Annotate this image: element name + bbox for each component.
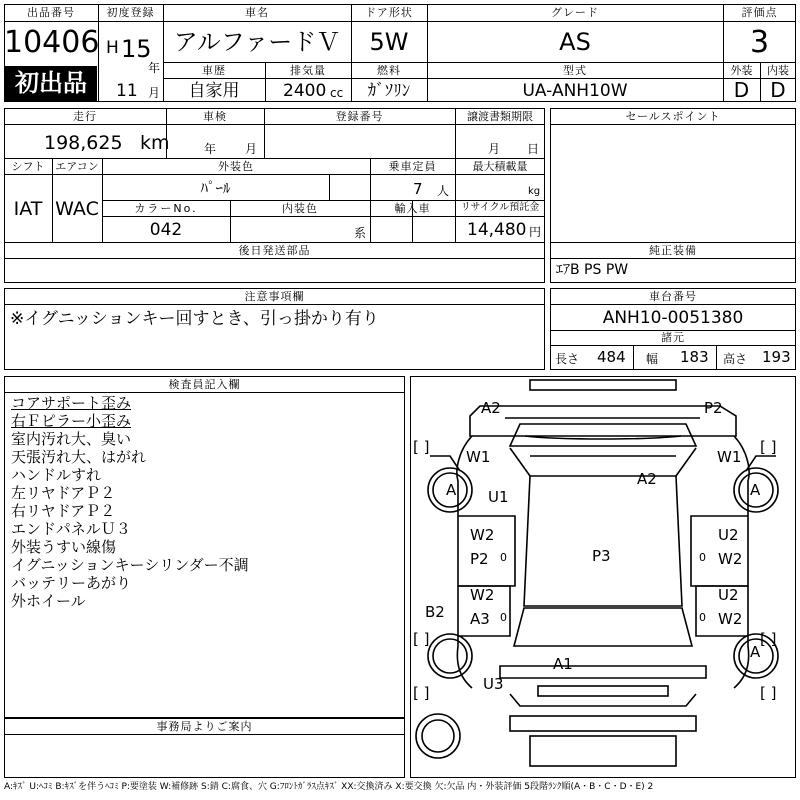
inspection-year: 年 — [204, 142, 217, 156]
mark-w2-r1: W2 — [718, 550, 743, 568]
chassis-label: 車台番号 — [649, 290, 697, 303]
mark-u2-r2: U2 — [718, 586, 739, 604]
mark-a-front-left: A — [446, 481, 457, 499]
mark-w2-l1: W2 — [470, 526, 495, 544]
inspector-note-line: イグニッションキーシリンダー不調 — [11, 556, 249, 574]
int-color-label: 内装色 — [282, 202, 318, 215]
month: 11 — [116, 81, 138, 101]
inspector-note-line: 外ホイール — [11, 592, 86, 610]
mark-u3: U3 — [483, 675, 504, 693]
height-label: 高さ — [723, 352, 748, 366]
inspector-note-line: コアサポート歪み — [11, 394, 132, 412]
mark-bracket-6: [ ] — [760, 684, 777, 702]
model-label: 型式 — [563, 64, 587, 77]
load-unit: kg — [528, 186, 541, 197]
displacement-label: 排気量 — [290, 64, 326, 77]
import-label: 輸入車 — [394, 202, 431, 215]
name-label: 車名 — [245, 6, 269, 19]
sales-point-label: セールスポイント — [625, 110, 721, 123]
fuel-label: 燃料 — [377, 64, 401, 77]
exterior: D — [733, 78, 750, 102]
mark-a1: A1 — [553, 655, 573, 673]
spec-label: 諸元 — [661, 331, 685, 344]
ac: WAC — [55, 198, 99, 220]
mark-w2-r2: W2 — [718, 610, 743, 628]
later-parts-label: 後日発送部品 — [238, 244, 311, 257]
score-label: 評価点 — [741, 6, 778, 19]
inspector-note-line: バッテリーあがり — [11, 574, 132, 592]
inspector-note-line: 天張汚れ大、はがれ — [11, 448, 147, 466]
door: 5W — [369, 28, 409, 56]
mark-zero-r2: 0 — [699, 611, 706, 624]
mileage-unit: km — [140, 132, 170, 154]
inspection-label: 車検 — [203, 110, 227, 123]
displacement: 2400 — [283, 81, 327, 101]
legend: A:ｷｽﾞ U:ﾍｺﾐ B:ｷｽﾞを伴うﾍｺﾐ P:要塗装 W:補修跡 S:錆 C:腐食、穴 G:ﾌﾛﾝﾄｶﾞﾗｽ点ｷｽﾞ XX:交換済み X:要交換 欠:欠品 内・外装評価 5段階ﾗﾝｸ順(A・B・C・D・E) 2 — [4, 782, 654, 792]
capacity-label: 乗車定員 — [388, 160, 437, 173]
grade: AS — [559, 28, 591, 56]
car-name: アルファードＶ — [173, 28, 341, 56]
shift: IAT — [13, 198, 43, 220]
year: 15 — [121, 35, 152, 63]
era: H — [106, 38, 119, 58]
inspector-note-line: 外装うすい線傷 — [11, 538, 117, 556]
mark-bracket-3: [ ] — [413, 630, 430, 648]
score: 3 — [749, 25, 770, 60]
transfer-day: 日 — [527, 142, 540, 156]
inspector-note-line: 室内汚れ大、臭い — [11, 430, 132, 448]
capacity: 7 — [413, 180, 423, 198]
grade-label: グレード — [551, 6, 599, 19]
mark-p2-l1: P2 — [470, 550, 489, 568]
car-outline-diagram — [410, 376, 796, 778]
mark-a3-l2: A3 — [470, 610, 490, 628]
width-label: 幅 — [646, 352, 659, 366]
inspector-note-line: 左リヤドアＰ２ — [11, 484, 116, 502]
mark-zero-l1: 0 — [500, 551, 507, 564]
mark-p2-right: P2 — [704, 399, 723, 417]
mark-zero-r1: 0 — [699, 551, 706, 564]
mark-bracket-2: [ ] — [760, 438, 777, 456]
interior: D — [770, 78, 786, 102]
first-listing-label: 初出品 — [15, 69, 87, 97]
mark-bracket-4: [ ] — [760, 630, 777, 648]
load-label: 最大積載量 — [472, 160, 528, 173]
mileage-label: 走行 — [73, 110, 97, 123]
year-unit: 年 — [148, 61, 161, 75]
width: 183 — [680, 348, 709, 366]
inspector-note-line: 右リヤドアＰ２ — [11, 502, 116, 520]
mark-u2-r1: U2 — [718, 526, 739, 544]
fuel: ｶﾞｿﾘﾝ — [367, 81, 411, 101]
mark-w2-l2: W2 — [470, 586, 495, 604]
mark-a2-hood: A2 — [637, 470, 657, 488]
color-no-label: カラーNo. — [134, 202, 198, 215]
lot-no: 10406 — [4, 25, 100, 60]
recycle: 14,480 — [467, 220, 527, 240]
mark-a-rear-right: A — [750, 643, 761, 661]
mark-a2-left: A2 — [481, 399, 501, 417]
equipment: ｴｱB PS PW — [556, 262, 629, 278]
chassis-no: ANH10-0051380 — [602, 308, 744, 328]
mark-a-front-right: A — [750, 481, 761, 499]
inspector-note-line: エンドパネルＵ３ — [11, 520, 131, 538]
transfer-label: 譲渡書類期限 — [467, 110, 533, 123]
history-label: 車歴 — [202, 64, 226, 77]
office-label: 事務局よりご案内 — [156, 720, 253, 733]
inspector-note-line: 右Ｆピラー小歪み — [11, 412, 132, 430]
length-label: 長さ — [555, 352, 580, 366]
first-reg-label: 初度登録 — [106, 6, 155, 19]
transfer-month: 月 — [488, 142, 501, 156]
mileage: 198,625 — [44, 132, 123, 154]
color-no: 042 — [149, 220, 183, 240]
exterior-label: 外装 — [730, 64, 753, 77]
model: UA-ANH10W — [522, 81, 628, 101]
inspection-month: 月 — [245, 142, 258, 156]
mark-b2: B2 — [425, 603, 445, 621]
int-color-unit: 系 — [354, 226, 367, 240]
mark-bracket-1: [ ] — [413, 438, 430, 456]
recycle-label: リサイクル預託金 — [460, 202, 540, 213]
exterior-color: ﾊﾟｰﾙ — [200, 179, 231, 197]
mark-w1-right: W1 — [717, 448, 742, 466]
inspector-label: 検査員記入欄 — [168, 378, 241, 391]
shift-label: シフト — [11, 160, 45, 173]
capacity-unit: 人 — [437, 184, 450, 198]
caution-label: 注意事項欄 — [244, 290, 305, 303]
mark-w1-left: W1 — [466, 448, 491, 466]
mark-zero-l2: 0 — [500, 611, 507, 624]
mark-u1: U1 — [488, 488, 509, 506]
month-unit: 月 — [148, 86, 161, 100]
interior-label: 内装 — [767, 64, 789, 77]
mark-p3: P3 — [592, 547, 611, 565]
regno-label: 登録番号 — [335, 110, 384, 123]
recycle-unit: 円 — [529, 225, 542, 239]
color-label: 外装色 — [218, 160, 254, 173]
inspector-note-line: ハンドルすれ — [11, 466, 102, 484]
displacement-unit: cc — [330, 86, 344, 100]
history: 自家用 — [188, 81, 240, 101]
ac-label: エアコン — [55, 160, 99, 173]
caution-text: ※イグニッションキー回すとき、引っ掛かり有り — [10, 309, 379, 329]
mark-bracket-5: [ ] — [413, 684, 430, 702]
length: 484 — [597, 348, 626, 366]
equip-label: 純正装備 — [649, 244, 697, 257]
door-label: ドア形状 — [365, 6, 413, 19]
lot-no-label: 出品番号 — [27, 6, 75, 19]
height: 193 — [762, 348, 791, 366]
